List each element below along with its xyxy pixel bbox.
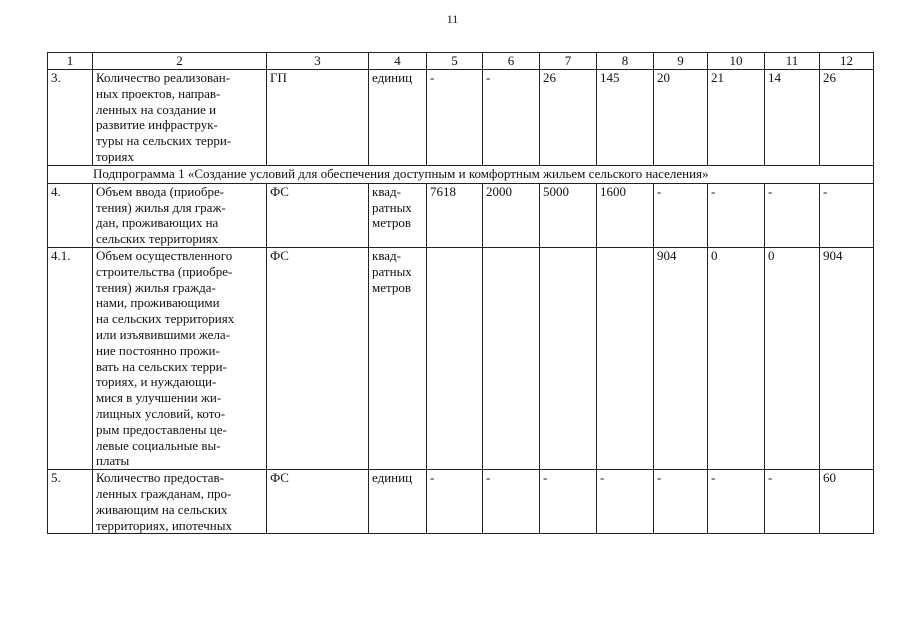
- indicator-name-line: левые социальные вы-: [96, 437, 221, 453]
- unit-line: квад-: [372, 183, 401, 199]
- unit-line: метров: [372, 215, 411, 231]
- indicator-name-line: Объем ввода (приобре-: [96, 183, 225, 199]
- indicator-name: [93, 70, 267, 166]
- indicator-name-line: Объем осуществленного: [96, 247, 233, 263]
- indicator-name-line: рым предоставлены це-: [96, 421, 227, 437]
- indicator-name-line: вать на сельских терри-: [96, 358, 227, 374]
- indicator-name: [93, 470, 267, 534]
- indicator-name-line: платы: [96, 453, 130, 469]
- indicator-name-line: тения) жилья для граж-: [96, 199, 226, 215]
- table-row: [48, 70, 874, 166]
- value-cell: -: [708, 183, 765, 247]
- indicator-name-line: лищных условий, кото-: [96, 405, 226, 421]
- value-cell: 26: [540, 70, 597, 166]
- value-cell: 60: [820, 470, 874, 534]
- indicator-name: [93, 183, 267, 247]
- indicator-name-line: ленных на создание и: [96, 101, 217, 117]
- column-header: 7: [540, 53, 597, 70]
- unit-line: единиц: [372, 70, 413, 85]
- unit-line: ратных: [372, 263, 412, 279]
- column-header: 11: [765, 53, 820, 70]
- value-cell: -: [820, 183, 874, 247]
- column-header: 4: [369, 53, 427, 70]
- indicator-name-line: ториях: [96, 148, 134, 164]
- value-cell: 904: [820, 247, 874, 469]
- indicator-name: [93, 247, 267, 469]
- value-cell: -: [765, 470, 820, 534]
- value-cell: [540, 247, 597, 469]
- value-cell: 0: [708, 247, 765, 469]
- value-cell: 904: [654, 247, 708, 469]
- indicator-name-line: Количество предостав-: [96, 470, 225, 486]
- value-cell: -: [654, 470, 708, 534]
- column-header: 2: [93, 53, 267, 70]
- value-cell: -: [427, 70, 483, 166]
- column-header: 10: [708, 53, 765, 70]
- source-cell: ФС: [267, 470, 369, 534]
- indicators-table: [47, 52, 874, 534]
- value-cell: -: [483, 470, 540, 534]
- value-cell: [483, 247, 540, 469]
- subprogram-row: [48, 165, 874, 183]
- source-cell: ФС: [267, 247, 369, 469]
- indicator-name-line: сельских территориях: [96, 231, 219, 247]
- row-number: 4.: [48, 183, 93, 247]
- value-cell: 14: [765, 70, 820, 166]
- value-cell: -: [597, 470, 654, 534]
- indicator-name-line: развитие инфраструк-: [96, 117, 218, 133]
- column-header: 1: [48, 53, 93, 70]
- unit-line: единиц: [372, 470, 413, 486]
- column-header: 9: [654, 53, 708, 70]
- row-number: 4.1.: [48, 247, 93, 469]
- table-row: [48, 470, 874, 534]
- value-cell: 2000: [483, 183, 540, 247]
- indicator-name-line: ленных гражданам, про-: [96, 485, 232, 501]
- table-row: [48, 247, 874, 469]
- source-cell: ГП: [267, 70, 369, 166]
- unit-line: метров: [372, 279, 411, 295]
- column-header: 5: [427, 53, 483, 70]
- value-cell: 21: [708, 70, 765, 166]
- value-cell: -: [483, 70, 540, 166]
- value-cell: 26: [820, 70, 874, 166]
- column-header: 8: [597, 53, 654, 70]
- unit-cell: [369, 470, 427, 534]
- indicator-name-line: дан, проживающих на: [96, 215, 219, 231]
- indicator-name-line: туры на сельских терри-: [96, 133, 232, 149]
- indicator-name-line: ных проектов, направ-: [96, 85, 221, 101]
- indicator-name-line: ние постоянно прожи-: [96, 342, 220, 358]
- source-cell: ФС: [267, 183, 369, 247]
- row-number: 5.: [48, 470, 93, 534]
- value-cell: -: [540, 470, 597, 534]
- column-header: 6: [483, 53, 540, 70]
- value-cell: 145: [597, 70, 654, 166]
- value-cell: [597, 247, 654, 469]
- unit-cell: [369, 183, 427, 247]
- indicator-name-line: на сельских территориях: [96, 311, 235, 327]
- indicator-name-line: или изъявившими жела-: [96, 326, 231, 342]
- indicator-name-line: территориях, ипотечных: [96, 517, 232, 533]
- indicator-name-line: тения) жилья гражда-: [96, 279, 216, 295]
- subprogram-title: Подпрограмма 1 «Создание условий для обеспечения доступным и комфортным жильем сельского населения»: [48, 165, 874, 183]
- value-cell: 20: [654, 70, 708, 166]
- value-cell: 5000: [540, 183, 597, 247]
- column-header: 3: [267, 53, 369, 70]
- unit-cell: [369, 247, 427, 469]
- column-header: 12: [820, 53, 874, 70]
- unit-line: квад-: [372, 247, 401, 263]
- value-cell: 1600: [597, 183, 654, 247]
- indicator-name-line: нами, проживающими: [96, 295, 220, 311]
- value-cell: -: [708, 470, 765, 534]
- header-row: [48, 53, 874, 70]
- row-number: 3.: [48, 70, 93, 166]
- value-cell: -: [765, 183, 820, 247]
- unit-line: ратных: [372, 199, 412, 215]
- indicator-name-line: строительства (приобре-: [96, 263, 233, 279]
- page-number: 11: [446, 12, 459, 26]
- unit-cell: [369, 70, 427, 166]
- indicator-name-line: Количество реализован-: [96, 70, 231, 85]
- value-cell: 0: [765, 247, 820, 469]
- indicator-name-line: живающим на сельских: [96, 501, 228, 517]
- value-cell: -: [427, 470, 483, 534]
- indicator-name-line: ториях, и нуждающи-: [96, 374, 217, 390]
- value-cell: 7618: [427, 183, 483, 247]
- value-cell: -: [654, 183, 708, 247]
- indicator-name-line: мися в улучшении жи-: [96, 390, 222, 406]
- table-row: [48, 183, 874, 247]
- value-cell: [427, 247, 483, 469]
